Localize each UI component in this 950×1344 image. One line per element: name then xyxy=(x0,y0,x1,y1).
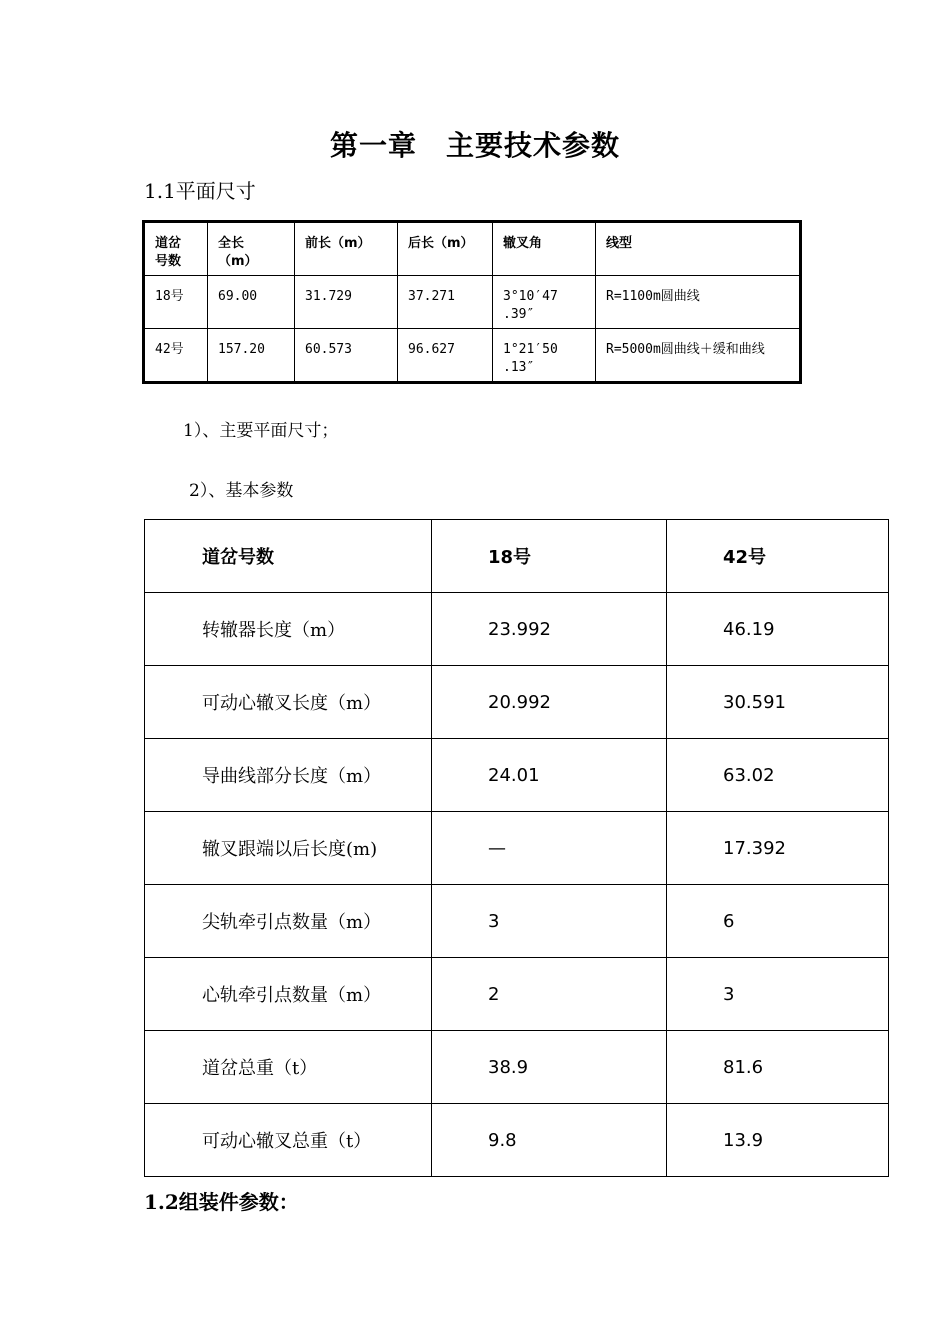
table-row xyxy=(145,739,889,812)
cell: R=5000m圆曲线＋缓和曲线 xyxy=(596,329,801,383)
header-text: 辙叉角 xyxy=(503,236,543,251)
header-cell xyxy=(295,222,398,276)
cell: 3°10′47 .39″ xyxy=(493,276,596,329)
header-text: 全长 （m） xyxy=(218,236,258,269)
cell: 辙叉跟端以后长度(m) xyxy=(145,812,432,885)
note-main-dimensions: 1）、主要平面尺寸； xyxy=(183,421,339,441)
section-heading-1-1: 1.1平面尺寸 xyxy=(144,179,256,203)
cell: 42号 xyxy=(144,329,208,383)
cell: 81.6 xyxy=(667,1031,889,1104)
cell: 20.992 xyxy=(432,666,667,739)
cell: 3 xyxy=(667,958,889,1031)
header-cell xyxy=(398,222,493,276)
cell: 63.02 xyxy=(667,739,889,812)
cell: 60.573 xyxy=(295,329,398,383)
basic-parameters-table xyxy=(144,519,889,1177)
header-cell xyxy=(596,222,801,276)
header-text: 后长（m） xyxy=(408,236,474,251)
cell: 心轨牵引点数量（m） xyxy=(145,958,432,1031)
cell: 导曲线部分长度（m） xyxy=(145,739,432,812)
header-cell: 道岔号数 xyxy=(145,520,432,593)
table-header-row xyxy=(145,520,889,593)
cell: 转辙器长度（m） xyxy=(145,593,432,666)
cell: 1°21′50 .13″ xyxy=(493,329,596,383)
cell: 96.627 xyxy=(398,329,493,383)
cell: 69.00 xyxy=(208,276,295,329)
chapter-title: 第一章 主要技术参数 xyxy=(329,129,620,162)
cell: 18号 xyxy=(144,276,208,329)
plane-dimensions-table xyxy=(142,220,802,384)
header-cell xyxy=(208,222,295,276)
header-cell: 18号 xyxy=(432,520,667,593)
cell: 可动心辙叉长度（m） xyxy=(145,666,432,739)
cell: 31.729 xyxy=(295,276,398,329)
table-row xyxy=(145,958,889,1031)
header-cell: 42号 xyxy=(667,520,889,593)
header-text: 线型 xyxy=(606,236,633,251)
cell: 38.9 xyxy=(432,1031,667,1104)
table-row xyxy=(145,593,889,666)
note-basic-parameters: 2）、基本参数 xyxy=(189,481,294,501)
cell: 道岔总重（t） xyxy=(145,1031,432,1104)
table-row xyxy=(145,1031,889,1104)
header-cell xyxy=(493,222,596,276)
header-text: 道岔 号数 xyxy=(155,236,182,269)
cell: 37.271 xyxy=(398,276,493,329)
cell: 3 xyxy=(432,885,667,958)
table-row xyxy=(144,329,801,383)
cell: 2 xyxy=(432,958,667,1031)
cell: — xyxy=(432,812,667,885)
table-row xyxy=(145,1104,889,1177)
cell: 30.591 xyxy=(667,666,889,739)
header-cell xyxy=(144,222,208,276)
table-header-row xyxy=(144,222,801,276)
header-text: 前长（m） xyxy=(305,236,371,251)
cell: 46.19 xyxy=(667,593,889,666)
table-row xyxy=(145,812,889,885)
table-row xyxy=(145,885,889,958)
cell: 6 xyxy=(667,885,889,958)
cell: 9.8 xyxy=(432,1104,667,1177)
section-heading-1-2: 1.2组装件参数： xyxy=(144,1190,299,1214)
table-row xyxy=(144,276,801,329)
cell: 可动心辙叉总重（t） xyxy=(145,1104,432,1177)
cell: 23.992 xyxy=(432,593,667,666)
cell: 157.20 xyxy=(208,329,295,383)
cell: 17.392 xyxy=(667,812,889,885)
cell: 尖轨牵引点数量（m） xyxy=(145,885,432,958)
cell: 13.9 xyxy=(667,1104,889,1177)
cell: R=1100m圆曲线 xyxy=(596,276,801,329)
table-row xyxy=(145,666,889,739)
cell: 24.01 xyxy=(432,739,667,812)
